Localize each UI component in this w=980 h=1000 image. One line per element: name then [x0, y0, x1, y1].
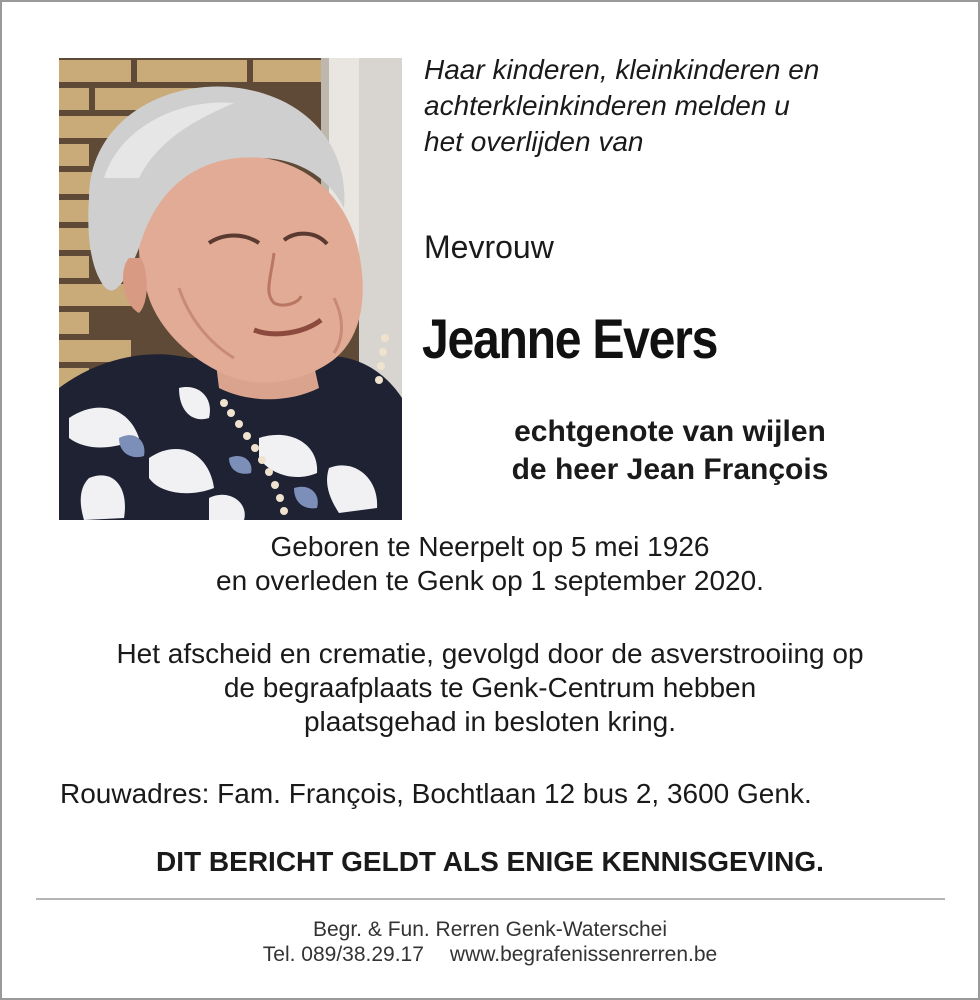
mourning-address: Rouwadres: Fam. François, Bochtlaan 12 bus 2, 3600 Genk. — [60, 778, 812, 809]
intro-line: Haar kinderen, kleinkinderen en — [424, 54, 820, 85]
intro-line: achterkleinkinderen melden u — [424, 90, 790, 121]
ceremony-line: Het afscheid en crematie, gevolgd door de asverstrooiing op — [116, 638, 864, 669]
intro-line: het overlijden van — [424, 126, 644, 157]
ceremony-line: de begraafplaats te Genk-Centrum hebben — [223, 672, 757, 703]
ceremony-line: plaatsgehad in besloten kring. — [303, 706, 677, 737]
birth-line: Geboren te Neerpelt op 5 mei 1926 — [270, 531, 710, 562]
spouse-line: echtgenote van wijlen — [514, 415, 826, 448]
sole-notice-statement: DIT BERICHT GELDT ALS ENIGE KENNISGEVING. — [156, 846, 824, 877]
ceremony-text — [30, 637, 950, 739]
undertaker-contact — [30, 942, 950, 967]
intro-text — [424, 52, 944, 160]
portrait-photo — [59, 58, 402, 520]
death-line: en overleden te Genk op 1 september 2020. — [216, 565, 764, 596]
deceased-name: Jeanne Evers — [422, 307, 718, 370]
undertaker-phone: Tel. 089/38.29.17 — [262, 943, 424, 966]
life-dates — [30, 530, 950, 598]
title-prefix: Mevrouw — [424, 229, 554, 265]
undertaker-website: www.begrafenissenrerren.be — [449, 943, 718, 966]
footer-divider — [36, 898, 945, 900]
undertaker-name: Begr. & Fun. Rerren Genk-Waterschei — [312, 918, 668, 941]
spouse-line: de heer Jean François — [511, 453, 829, 486]
spouse-text — [440, 413, 900, 489]
